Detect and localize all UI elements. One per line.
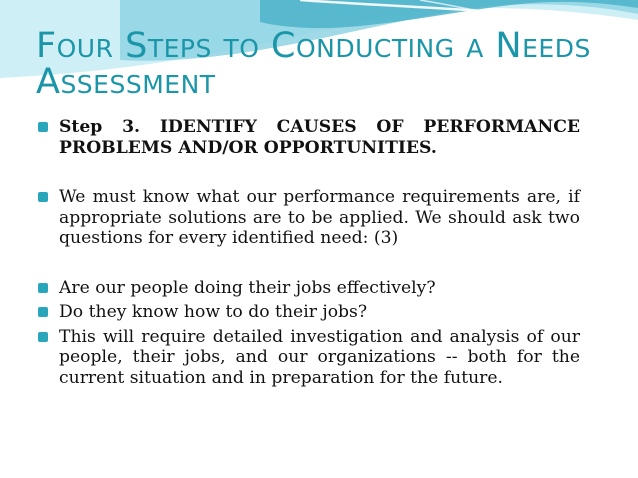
bullet-item bbox=[38, 302, 580, 323]
square-bullet-icon bbox=[38, 192, 48, 202]
bullet-item bbox=[38, 187, 580, 249]
square-bullet-icon bbox=[38, 307, 48, 317]
square-bullet-icon bbox=[38, 283, 48, 293]
bullet-item bbox=[38, 117, 580, 158]
bullet-text: Do they know how to do their jobs? bbox=[59, 302, 368, 322]
square-bullet-icon bbox=[38, 122, 48, 132]
bullet-text: Are our people doing their jobs effectively? bbox=[59, 277, 436, 298]
bullet-text: Step 3. IDENTIFY CAUSES OF PERFORMANCE PROBLEMS AND/OR OPPORTUNITIES. bbox=[59, 117, 580, 158]
square-bullet-icon bbox=[38, 332, 48, 342]
bullet-item bbox=[38, 278, 580, 299]
bullet-text: This will require detailed investigation and analysis of our people, their jobs, and our organizations -- both for the current situation and in preparation for the future. bbox=[59, 326, 580, 388]
slide-title: Four Steps to Conducting a Needs Assessment bbox=[36, 26, 591, 102]
bullet-item bbox=[38, 327, 580, 389]
bullet-text: We must know what our performance requirements are, if appropriate solutions are to be applied. We should ask two questions for every identified need: (3) bbox=[59, 187, 580, 248]
bullet-list bbox=[38, 117, 580, 388]
